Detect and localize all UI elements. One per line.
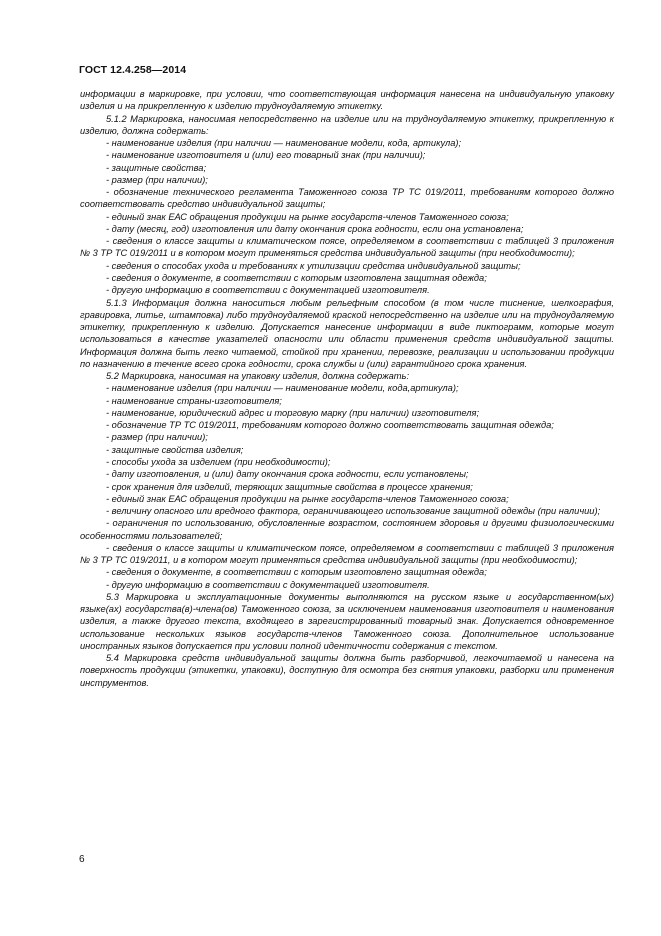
paragraph: - срок хранения для изделий, теряющих защитные свойства в процессе хранения; <box>106 481 473 492</box>
paragraph: - наименование страны-изготовителя; <box>106 395 282 406</box>
paragraph: - обозначение ТР ТС 019/2011, требованиям которого должно соответствовать защитная одежда; <box>106 420 554 431</box>
paragraph: 5.4 Маркировка средств индивидуальной защиты должна быть разборчивой, легкочитаемой и нанесена на поверхность продукции (этикетки, упаковки), доступную для осмотра без снятия упаковки, разборки или применения инструментов. <box>80 653 614 688</box>
paragraph: - единый знак ЕАС обращения продукции на рынке государств-членов Таможенного союза; <box>106 493 509 504</box>
paragraph: - дату изготовления, и (или) дату окончания срока годности, если установлены; <box>106 469 469 480</box>
paragraph: - другую информацию в соответствии с документацией изготовителя. <box>106 285 430 296</box>
paragraph: - размер (при наличии); <box>106 432 208 443</box>
paragraph: - дату (месяц, год) изготовления или дату окончания срока годности, если она установлена; <box>106 223 524 234</box>
paragraph: - наименование, юридический адрес и торговую марку (при наличии) изготовителя; <box>106 407 480 418</box>
paragraph: - размер (при наличии); <box>106 174 208 185</box>
paragraph: - сведения о классе защиты и климатическом поясе, определяемом в соответствии с таблицей 3 приложения № 3 ТР ТС 019/2011 и в котором могут применяться средства индивидуальной защиты (при необходимости); <box>80 236 614 259</box>
paragraph: 5.2 Маркировка, наносимая на упаковку изделия, должна содержать: <box>106 371 410 382</box>
page-number: 6 <box>79 854 85 865</box>
paragraph: - сведения о документе, в соответствии с которым изготовлено защитная одежда; <box>106 567 487 578</box>
paragraph: - другую информацию в соответствии с документацией изготовителя. <box>106 579 430 590</box>
document-header-code: ГОСТ 12.4.258—2014 <box>79 64 187 76</box>
paragraph: - защитные свойства; <box>106 162 207 173</box>
paragraph: - единый знак ЕАС обращения продукции на рынке государств-членов Таможенного союза; <box>106 211 509 222</box>
paragraph: - сведения о способах ухода и требованиях к утилизации средства индивидуальной защиты; <box>106 260 521 271</box>
paragraph: - сведения о классе защиты и климатическом поясе, определяемом в соответствии с таблицей 3 приложения № 3 ТР ТС 019/2011, и в котором могут применяться средства индивидуальной защиты (при необходимости); <box>80 542 614 566</box>
paragraph: - обозначение технического регламента Таможенного союза ТР ТС 019/2011, требованиям которого должно соответствовать средство индивидуальной защиты; <box>80 187 614 210</box>
paragraph: 5.3 Маркировка и эксплуатационные документы выполняются на русском языке и государственном(ых) языке(ах) государства(в)-члена(ов) Таможенного союза, за исключением наименования изготовителя и наименования изделия, а также другого текста, входящего в зарегистрированный товарный знак. Допускается одновременное использование нескольких языков государств-членов Таможенного союза. Дополнительное использование иностранных языков допускается при условии полной идентичности содержания с текстом. <box>80 591 614 651</box>
paragraph: - наименование изготовителя и (или) его товарный знак (при наличии); <box>106 150 426 161</box>
paragraph: - наименование изделия (при наличии — наименование модели, кода, артикула); <box>106 138 462 149</box>
paragraph: - наименование изделия (при наличии — наименование модели, кода,артикула); <box>106 383 459 394</box>
paragraph: - сведения о документе, в соответствии с которым изготовлена защитная одежда; <box>106 272 487 283</box>
paragraph: - ограничения по использованию, обусловленные возрастом, состоянием здоровья и другими физиологическими особенностями пользователей; <box>80 518 614 541</box>
paragraph: 5.1.2 Маркировка, наносимая непосредственно на изделие или на трудноудаляемую этикетку, прикрепленную к изделию, должна содержать: <box>80 113 614 136</box>
paragraph: - защитные свойства изделия; <box>106 444 244 455</box>
paragraph: - величину опасного или вредного фактора, ограничивающего использование защитной одежды (при наличии); <box>106 506 601 517</box>
paragraph: информации в маркировке, при условии, что соответствующая информация нанесена на индивидуальную упаковку изделия и на прикрепленную к изделию трудноудаляемую этикетку. <box>80 89 614 112</box>
paragraph: - способы ухода за изделием (при необходимости); <box>106 456 331 467</box>
document-body <box>80 88 614 689</box>
paragraph: 5.1.3 Информация должна наноситься любым рельефным способом (в том числе тиснение, шелкография, гравировка, литье, штамповка) либо трудноудаляемой краской непосредственно на изделие или на трудноудаляемую этикетку, прикрепленную к изделию. Допускается нанесение информации в виде пиктограмм, которые могут использоваться в качестве указателей опасности или области применения средств индивидуальной защиты. Информация должна быть легко читаемой, стойкой при хранении, перевозке, реализации и использовании продукции по назначению в течение всего срока годности, срока службы и (или) гарантийного срока хранения. <box>80 297 614 369</box>
